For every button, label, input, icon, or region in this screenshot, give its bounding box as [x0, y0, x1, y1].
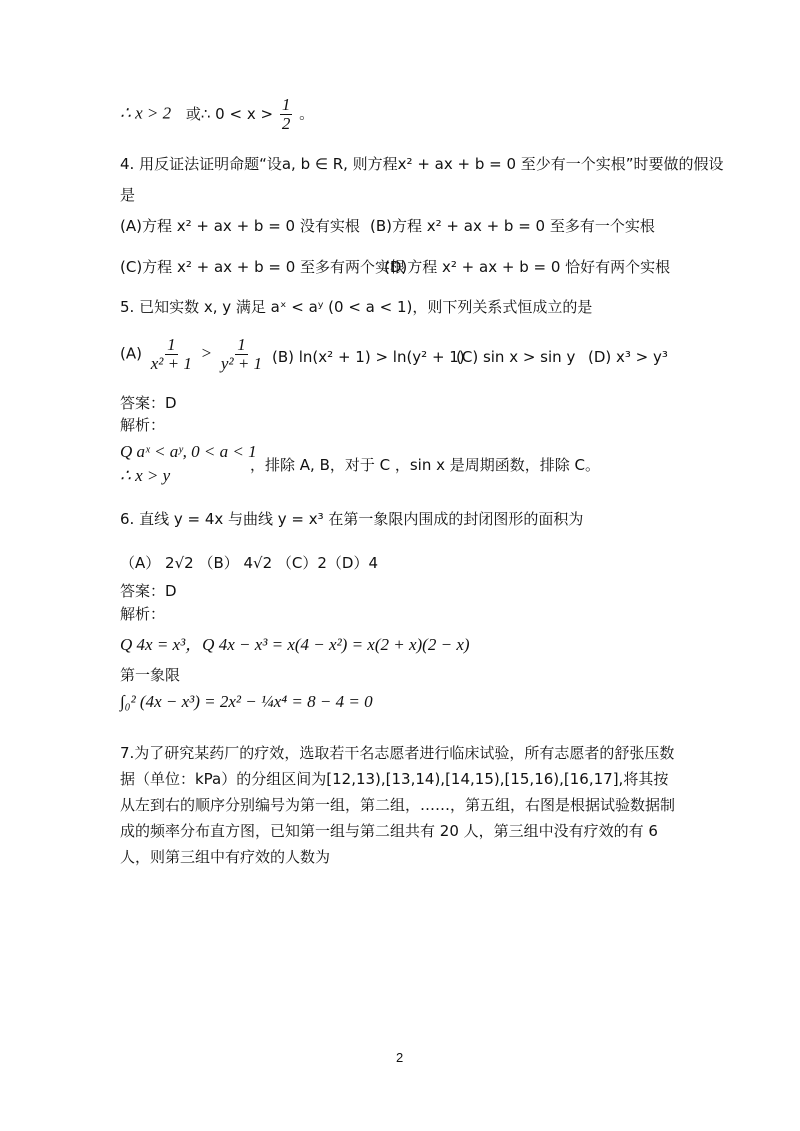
- q6-solution-line3: ∫₀² (4x − x³) = 2x² − ¼x⁴ = 8 − 4 = 0: [120, 692, 373, 711]
- q6-options: （A） 2√2 （B） 4√2 （C）2（D）4: [120, 554, 379, 572]
- q4-stem-line2: 是: [120, 186, 136, 204]
- q4-option-b: (B)方程 x² + ax + b = 0 至多有一个实根: [370, 217, 655, 235]
- q6-answer: 答案：D: [120, 582, 177, 600]
- q5-option-c: (C) sin x > sin y: [456, 348, 576, 366]
- q7-stem: 7.为了研究某药厂的疗效，选取若干名志愿者进行临床试验，所有志愿者的舒张压数据（单位：kPa）的分组区间为[12,13),[13,14),[14,15),[15,16),[16,17],将其按从左到右的顺序分别编号为第一组，第二组，……，第五组，右图是根据试验数据制成的频率分布直方图，已知第一组与第二组共有 20 人，第三组中没有疗效的有 6 人，则第三组中有疗效的人数为: [120, 744, 676, 866]
- q4-stem-line1: 4. 用反证法证明命题“设a, b ∈ R, 则方程x² + ax + b = 0 至少有一个实根”时要做的假设: [120, 155, 724, 173]
- top-line: ∴ x > 2 或∴ 0 < x > $\frac{1}{2}$ 。: [120, 95, 315, 133]
- q6-solution-line1: Q 4x = x³，Q 4x − x³ = x(4 − x²) = x(2 + x)(2 − x): [120, 635, 470, 654]
- q5-solution-note: ，排除 A, B，对于 C ，sin x 是周期函数，排除 C。: [250, 456, 601, 474]
- top-line-fraction: $\frac{1}{2}$: [281, 95, 291, 133]
- q4-option-c: (C)方程 x² + ax + b = 0 至多有两个实根: [120, 258, 406, 276]
- q6-analysis-label: 解析：: [120, 605, 166, 623]
- q5-answer: 答案：D: [120, 394, 177, 412]
- q5-option-b: (B) ln(x² + 1) > ln(y² + 1): [272, 348, 465, 366]
- q5-stem: 5. 已知实数 x, y 满足 aˣ < aʸ (0 < a < 1)，则下列关系式恒成立的是: [120, 298, 593, 316]
- top-line-part1: ∴ x > 2: [120, 103, 172, 123]
- q4-option-d: (D)方程 x² + ax + b = 0 恰好有两个实根: [384, 258, 671, 276]
- q6-stem: 6. 直线 y = 4x 与曲线 y = x³ 在第一象限内围成的封闭图形的面积为: [120, 510, 584, 528]
- q5-solution-line1: Q aˣ < aʸ, 0 < a < 1: [120, 442, 257, 461]
- top-line-part2: 或∴ 0 < x >: [185, 104, 274, 123]
- q5-solution-line2: ∴ x > y: [120, 466, 171, 485]
- q6-solution-line2: 第一象限: [120, 666, 181, 684]
- q5-analysis-label: 解析：: [120, 416, 166, 434]
- page-number: 2: [396, 1050, 404, 1065]
- q4-option-a: (A)方程 x² + ax + b = 0 没有实根: [120, 217, 360, 235]
- q5-option-a: (A) $\frac{1}{\text{x² + 1}}$ > $\frac{1}{\text{y² + 1}}$: [120, 335, 263, 373]
- q5-option-d: (D) x³ > y³: [588, 348, 668, 366]
